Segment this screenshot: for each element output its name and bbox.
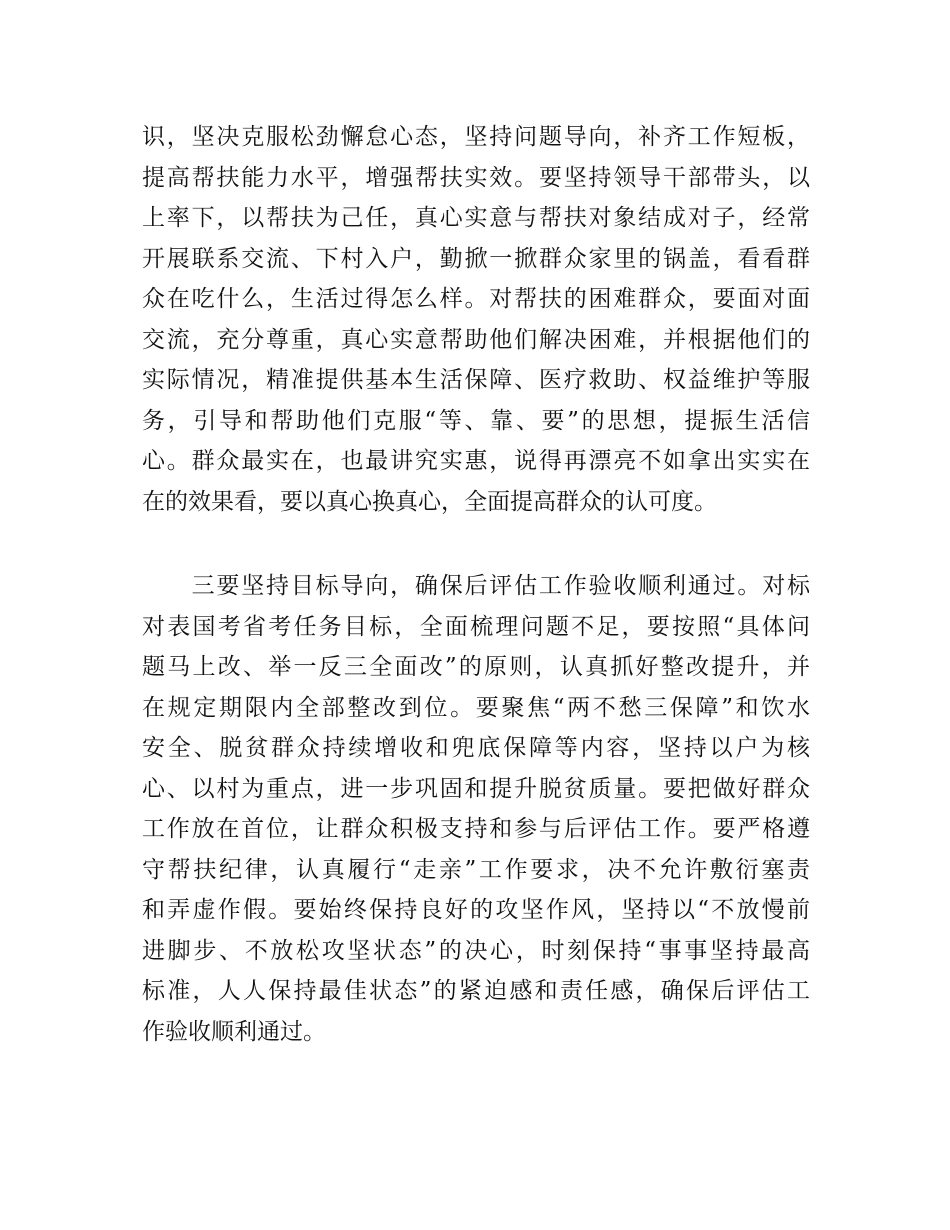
text-line: 心、以村为重点，进一步巩固和提升脱贫质量。要把做好群众 <box>142 775 810 802</box>
text-line: 交流，充分尊重，真心实意帮助他们解决困难，并根据他们的 <box>142 326 810 353</box>
text-line: 上率下，以帮扶为己任，真心实意与帮扶对象结成对子，经常 <box>142 205 810 231</box>
text-line: 安全、脱贫群众持续增收和兜底保障等内容，坚持以户为核 <box>142 735 810 761</box>
text-line: 在规定期限内全部整改到位。要聚焦“两不愁三保障”和饮水 <box>142 694 810 721</box>
text-line: 开展联系交流、下村入户，勤掀一掀群众家里的锅盖，看看群 <box>142 245 810 272</box>
text-line: 务，引导和帮助他们克服“等、靠、要”的思想，提振生活信 <box>142 407 810 434</box>
text-line: 三要坚持目标导向，确保后评估工作验收顺利通过。对标 <box>142 573 810 599</box>
text-line: 标准，人人保持最佳状态”的紧迫感和责任感，确保后评估工 <box>142 978 810 1004</box>
text-line: 心。群众最实在，也最讲究实惠，说得再漂亮不如拿出实实在 <box>142 448 810 474</box>
text-line: 众在吃什么，生活过得怎么样。对帮扶的困难群众，要面对面 <box>142 286 810 312</box>
paragraph-2 <box>142 566 810 1052</box>
text-line: 对表国考省考任务目标，全面梳理问题不足，要按照“具体问 <box>142 613 810 640</box>
text-line: 实际情况，精准提供基本生活保障、医疗救助、权益维护等服 <box>142 367 810 393</box>
text-line: 识，坚决克服松劲懈怠心态，坚持问题导向，补齐工作短板， <box>142 124 810 150</box>
text-line: 进脚步、不放松攻坚状态”的决心，时刻保持“事事坚持最高 <box>142 937 810 964</box>
text-line: 和弄虚作假。要始终保持良好的攻坚作风，坚持以“不放慢前 <box>142 897 810 923</box>
text-line: 守帮扶纪律，认真履行“走亲”工作要求，决不允许敷衍塞责 <box>142 856 810 883</box>
text-line: 在的效果看，要以真心换真心，全面提高群众的认可度。 <box>142 488 717 515</box>
text-line: 工作放在首位，让群众积极支持和参与后评估工作。要严格遵 <box>142 816 810 842</box>
paragraph-1 <box>142 117 810 522</box>
text-line: 提高帮扶能力水平，增强帮扶实效。要坚持领导干部带头，以 <box>142 164 810 191</box>
text-line: 作验收顺利通过。 <box>142 1018 326 1045</box>
text-line: 题马上改、举一反三全面改”的原则，认真抓好整改提升，并 <box>142 654 810 680</box>
